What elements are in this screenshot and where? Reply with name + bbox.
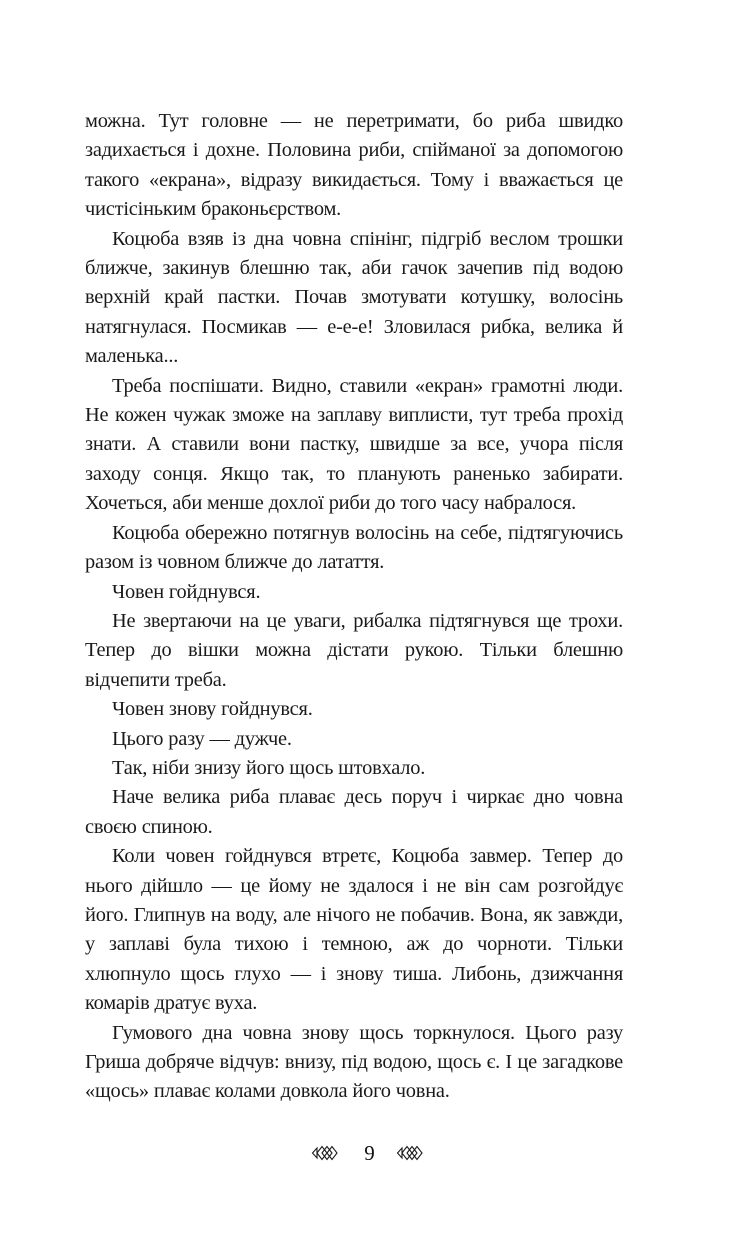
diamond-lozenge-ornament-icon [395, 1143, 429, 1163]
diamond-lozenge-ornament-icon [310, 1143, 344, 1163]
paragraph: Гумового дна човна знову щось торкнулося. Цього разу Гриша добряче відчув: внизу, під водою, щось є. І це загадкове «щось» плаває колами довкола його човна. [85, 1021, 623, 1103]
paragraph: Човен знову гойднувся. [112, 698, 313, 721]
paragraph: Наче велика риба плаває десь поруч і чиркає дно човна своєю спиною. [85, 786, 623, 838]
page-number: 9 [364, 1140, 375, 1165]
paragraph: Коцюба обережно потягнув волосінь на себе, підтягуючись разом із човном ближче до латаття. [85, 521, 623, 574]
paragraph: Так, ніби знизу його щось штовхало. [112, 756, 426, 779]
paragraph: Коли човен гойднувся втретє, Коцюба завмер. Тепер до нього дійшло — це йому не здалося і не він сам розгойдує його. Глипнув на воду, але нічого не побачив. Вона, як завжди, у заплаві була тихою і темною, аж до чорноти. Тільки хлюпнуло щось глухо — і знову тиша. Либонь, дзижчання комарів дратує вуха. [85, 845, 623, 1015]
paragraph: можна. Тут головне — не перетримати, бо риба швидко задихається і дохне. Половина риби, спійманої за допомогою такого «екрана», відразу викидається. Тому і вважається це чистісіньким браконьєрством. [85, 110, 623, 221]
paragraph: Коцюба взяв із дна човна спінінг, підгріб веслом трошки ближче, закинув блешню так, аби гачок зачепив під водою верхній край пастки. Почав змотувати котушку, волосінь натягнулася. Посмикав — е-е-е! Зловилася рибка, велика й маленька... [85, 227, 623, 368]
page-footer [0, 1133, 739, 1173]
paragraph: Не звертаючи на це уваги, рибалка підтягнувся ще трохи. Тепер до вішки можна дістати рукою. Тільки блешню відчепити треба. [85, 609, 623, 691]
paragraph: Човен гойднувся. [112, 580, 261, 603]
paragraph: Цього разу — дужче. [112, 727, 292, 750]
paragraph: Треба поспішати. Видно, ставили «екран» грамотні люди. Не кожен чужак зможе на заплаву виплисти, тут треба прохід знати. А ставили вони пастку, швидше за все, учора після заходу сонця. Якщо так, то планують раненько забирати. Хочеться, аби менше дохлої риби до того часу набралося. [85, 374, 623, 515]
page-text-block [85, 107, 623, 1107]
